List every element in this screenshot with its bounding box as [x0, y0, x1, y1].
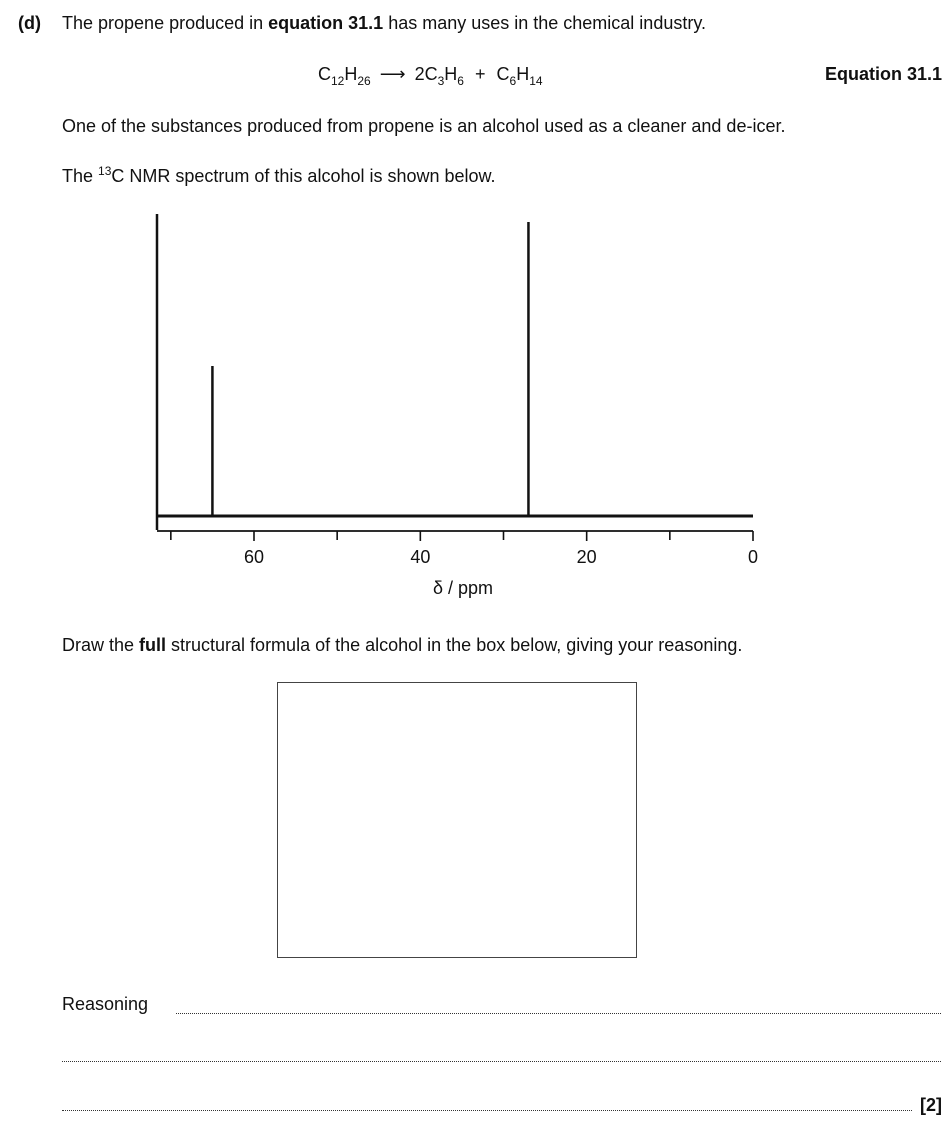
reasoning-answer-line[interactable]	[176, 1013, 941, 1014]
x-tick-label: 40	[410, 547, 431, 567]
equation-label: Equation 31.1	[824, 64, 942, 84]
reasoning-answer-line[interactable]	[62, 1110, 912, 1111]
intro-equation-ref: equation 31.1	[268, 13, 384, 33]
reasoning-answer-line[interactable]	[62, 1061, 941, 1062]
spectrum-intro: The $^{13}$C NMR spectrum of this alcohol is shown below.	[62, 164, 496, 186]
x-tick-label: 0	[747, 547, 759, 567]
question-label: (d)	[18, 13, 41, 33]
reactant-formula: $C_{12}H_{26}$	[318, 64, 371, 88]
alcohol-description: One of the substances produced from propene is an alcohol used as a cleaner and de-icer.	[62, 116, 786, 136]
x-axis-label: δ / ppm	[432, 578, 494, 598]
structural-formula-answer-box[interactable]	[277, 682, 637, 958]
x-tick-label: 20	[576, 547, 597, 567]
intro-text-start: The propene produced in	[62, 13, 269, 33]
isotope-superscript: 13	[98, 164, 112, 178]
x-axis-ticks	[171, 531, 758, 567]
x-tick-label: 60	[243, 547, 265, 567]
reasoning-label: Reasoning	[62, 994, 149, 1014]
intro-text-end: has many uses in the chemical industry.	[383, 13, 707, 33]
plus-sign: +	[474, 64, 486, 84]
instruction-emphasis: full	[139, 635, 167, 655]
reaction-arrow-icon: ⟶	[379, 64, 406, 84]
marks-allocation: [2]	[920, 1095, 942, 1115]
drawing-instruction: Draw the full structural formula of the alcohol in the box below, giving your reasoning.	[62, 635, 743, 655]
nmr-peaks	[212, 222, 528, 516]
product-propene-formula: $2C_3H_6$	[414, 64, 464, 88]
product-hexane-formula: $C_6H_{14}$	[496, 64, 543, 88]
